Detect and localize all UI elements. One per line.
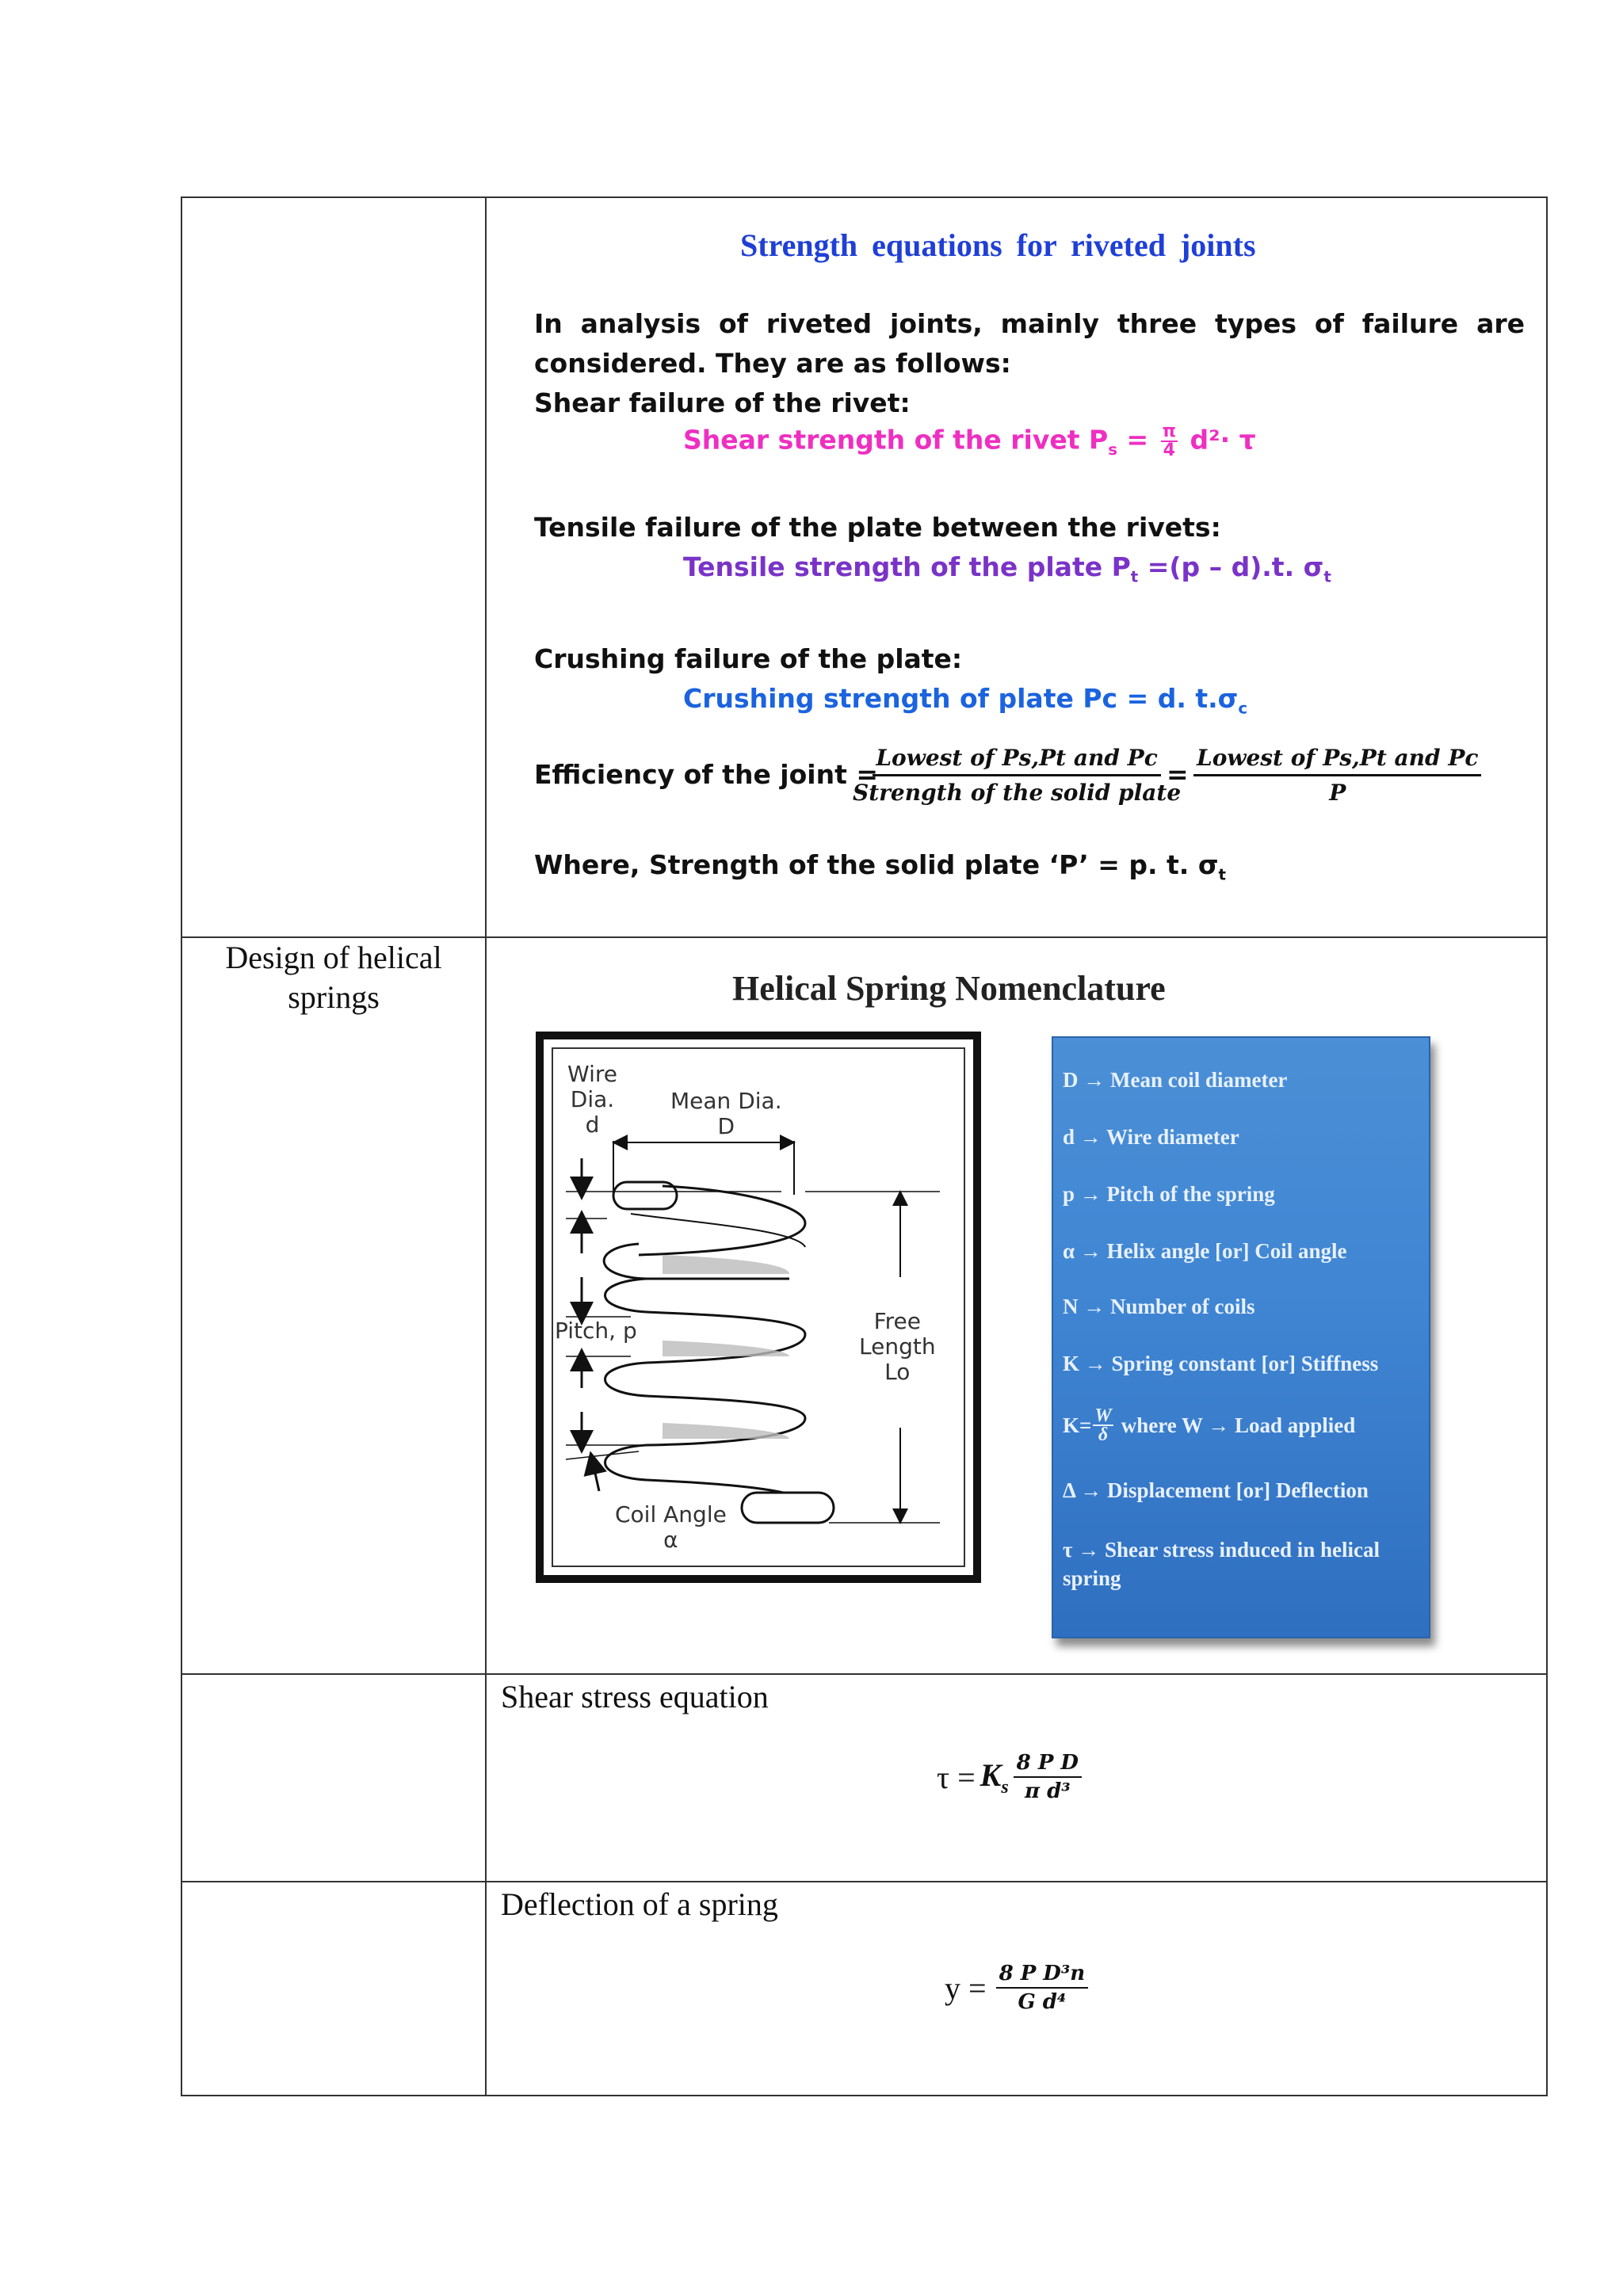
free-length-label: Free Length Lo [859,1308,936,1385]
where-sub: t [1218,865,1226,884]
shear-formula-prefix: Shear strength of the rivet P [683,424,1109,456]
helical-spring-cell [486,937,1547,1674]
table-row [181,197,1547,937]
shear-formula-sub: s [1108,441,1117,460]
ks-symbol [980,1756,1009,1798]
efficiency-equals: = [1167,759,1189,790]
efficiency-fraction-1 [853,745,1181,806]
deflection-cell [486,1882,1547,2096]
deflection-numerator: 8 P D³n [996,1962,1089,1989]
efficiency-denominator-2: P [1329,780,1346,806]
crushing-formula-text: Crushing strength of plate Pc = d. t.σ [683,683,1239,714]
nomenclature-legend [1052,1036,1430,1638]
riveted-title: Strength equations for riveted joints [740,227,1256,263]
table-row [181,1674,1547,1882]
legend-item: d → Wire diameter [1063,1125,1239,1149]
shear-denominator: π d³ [1024,1779,1071,1803]
efficiency-denominator-1: Strength of the solid plate [853,780,1182,806]
legend-item: D → Mean coil diameter [1063,1068,1288,1092]
legend-item: τ → Shear stress induced in helical spring [1063,1538,1380,1590]
shear-numerator: 8 P D [1014,1751,1082,1778]
crushing-heading: Crushing failure of the plate: [534,643,963,674]
legend-item: α → Helix angle [or] Coil angle [1063,1239,1347,1263]
legend-item-k [1063,1407,1355,1444]
ks-sub: s [1001,1776,1009,1798]
row-label-cell [181,1882,486,2096]
legend-item: K → Spring constant [or] Stiffness [1063,1352,1379,1375]
row-label-helical-springs: Design of helical springs [225,940,442,1015]
helical-spring-diagram [536,1032,981,1583]
where-text: Where, Strength of the solid plate ‘P’ = p. t. σ [534,849,1219,880]
deflection-fraction [996,1962,1089,2014]
k-suffix: where W → Load applied [1121,1413,1356,1437]
intro-text: In analysis of riveted joints, mainly three types of failure are considered. They are as follows: [534,308,1525,379]
shear-formula: Shear strength of the rivet $P_s$ = $\frac{\pi}{4}$ d²· τ [683,421,1256,460]
k-prefix: K= [1063,1413,1092,1437]
riveted-joints-cell [486,197,1547,937]
table-row [181,937,1547,1674]
tensile-formula-prefix: Tensile strength of the plate P [683,551,1131,582]
row-label-cell [181,1674,486,1882]
coil-angle-label: Coil Angle α [615,1501,727,1553]
delta-denominator: δ [1098,1425,1109,1445]
table-row [181,1882,1547,2096]
shear-heading: Shear failure of the rivet: [534,387,911,418]
intro-paragraph [534,304,1525,423]
efficiency-numerator-1: Lowest of Ps,Pt and Pc [873,745,1160,776]
four-denominator: 4 [1163,441,1175,460]
ks-k: K [980,1756,1002,1793]
shear-fraction [1014,1751,1082,1803]
deflection-denominator: G d⁴ [1018,1990,1067,2014]
efficiency-fraction-2 [1193,745,1481,806]
tensile-heading: Tensile failure of the plate between the rivets: [534,512,1221,543]
w-over-delta-fraction [1093,1407,1113,1444]
legend-item: p → Pitch of the spring [1063,1182,1275,1206]
shear-formula-suffix: d²· τ [1190,424,1256,456]
row-label-cell [181,937,486,1674]
mean-dia-label: Mean Dia. D [670,1088,782,1139]
efficiency-label: Efficiency of the joint = [534,759,879,790]
tensile-formula-sub: t [1130,567,1139,586]
where-line [534,849,1226,884]
tau-lhs: τ = [937,1759,976,1795]
pitch-label: Pitch, p [555,1318,637,1344]
shear-stress-formula [937,1751,1082,1803]
deflection-caption: Deflection of a spring [501,1886,778,1922]
crushing-formula [683,683,1247,718]
tensile-formula-sub2: t [1323,567,1331,586]
shear-stress-cell [486,1674,1547,1882]
legend-item: N → Number of coils [1063,1295,1255,1318]
deflection-formula [945,1962,1088,2014]
pi-over-4-fraction [1161,423,1178,460]
row-label-cell [181,197,486,937]
tensile-formula-suffix: =(p – d).t. σ [1138,551,1324,582]
content-table [181,196,1548,2096]
wire-dia-label: Wire Dia. d [567,1061,617,1138]
efficiency-numerator-2: Lowest of Ps,Pt and Pc [1193,745,1481,776]
shear-stress-caption: Shear stress equation [501,1679,769,1714]
legend-item: Δ → Displacement [or] Deflection [1063,1478,1369,1502]
spring-title: Helical Spring Nomenclature [732,969,1166,1008]
y-lhs: y = [945,1970,987,2006]
tensile-formula [683,551,1331,586]
w-numerator: W [1094,1405,1112,1426]
crushing-formula-sub: c [1238,699,1248,718]
pi-numerator: π [1162,421,1177,441]
